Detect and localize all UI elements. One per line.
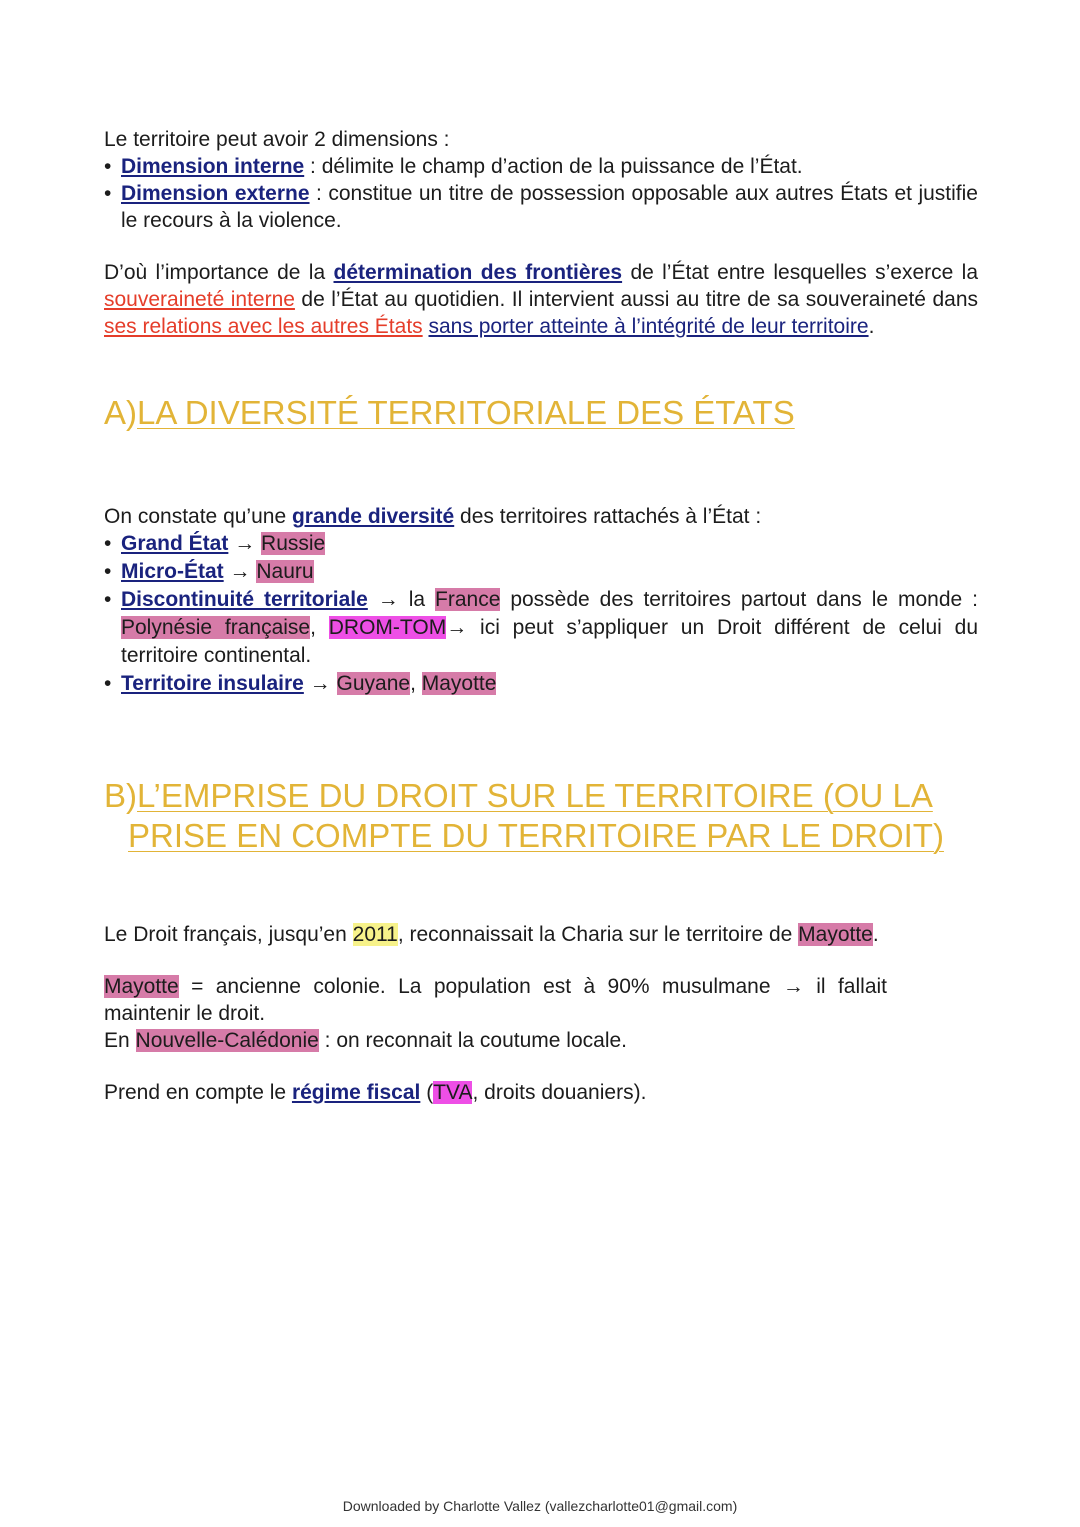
term-integrite-territoire: sans porter atteinte à l’intégrité de leur territoire bbox=[428, 315, 869, 338]
dimension-list bbox=[104, 153, 978, 234]
section-a-intro: On constate qu’une grande diversité des territoires rattachés à l’État : bbox=[104, 505, 762, 528]
paragraph-charia: Le Droit français, jusqu’en 2011, reconnaissait la Charia sur le territoire de Mayotte. bbox=[104, 923, 879, 946]
section-b-heading: B)L’EMPRISE DU DROIT SUR LE TERRITOIRE (OU LA PRISE EN COMPTE DU TERRITOIRE PAR LE DROIT) bbox=[104, 777, 944, 854]
paragraph-regime-fiscal: Prend en compte le régime fiscal (TVA, droits douaniers). bbox=[104, 1081, 647, 1104]
download-footer: Downloaded by Charlotte Vallez (vallezcharlotte01@gmail.com) bbox=[342, 1498, 738, 1514]
list-item: • Dimension externe : constitue un titre de possession opposable aux autres États et justifie le recours à la violence. bbox=[104, 180, 978, 234]
term-souverainete-interne: souveraineté interne bbox=[104, 288, 295, 311]
list-item: • Territoire insulaire → Guyane, Mayotte bbox=[104, 670, 978, 698]
intro-line: Le territoire peut avoir 2 dimensions : bbox=[104, 128, 450, 151]
term-frontieres: détermination des frontières bbox=[333, 261, 623, 284]
list-item: • Dimension interne : délimite le champ d’action de la puissance de l’État. bbox=[104, 153, 978, 180]
term-dimension-interne: Dimension interne bbox=[121, 155, 305, 178]
section-a-heading: A)LA DIVERSITÉ TERRITORIALE DES ÉTATS bbox=[104, 394, 795, 431]
term-relations-etats: ses relations avec les autres États bbox=[104, 315, 423, 338]
diversity-list bbox=[104, 530, 978, 698]
term-dimension-externe: Dimension externe bbox=[121, 182, 310, 205]
paragraph-mayotte: Mayotte = ancienne colonie. La population est à 90% musulmane → il fallait maintenir le droit. bbox=[104, 975, 887, 1025]
list-item: • Discontinuité territoriale → la France possède des territoires partout dans le monde : Polynésie française, DROM-TOM→ ici peut s’appliquer un Droit différent de celui du territoire continental. bbox=[104, 586, 978, 670]
term-grande-diversite: grande diversité bbox=[291, 505, 455, 528]
list-item: • Micro-État → Nauru bbox=[104, 558, 978, 586]
paragraph-nouvelle-caledonie: En Nouvelle-Calédonie : on reconnait la coutume locale. bbox=[104, 1029, 627, 1052]
paragraph-frontieres: D’où l’importance de la détermination des frontières de l’État entre lesquelles s’exerce la souveraineté interne de l’État au quotidien. Il intervient aussi au titre de sa souveraineté dans ses relations avec les autres États sans porter atteinte à l’intégrité de leur territoire. bbox=[104, 261, 979, 338]
document-body bbox=[104, 126, 978, 1106]
list-item: • Grand État → Russie bbox=[104, 530, 978, 558]
